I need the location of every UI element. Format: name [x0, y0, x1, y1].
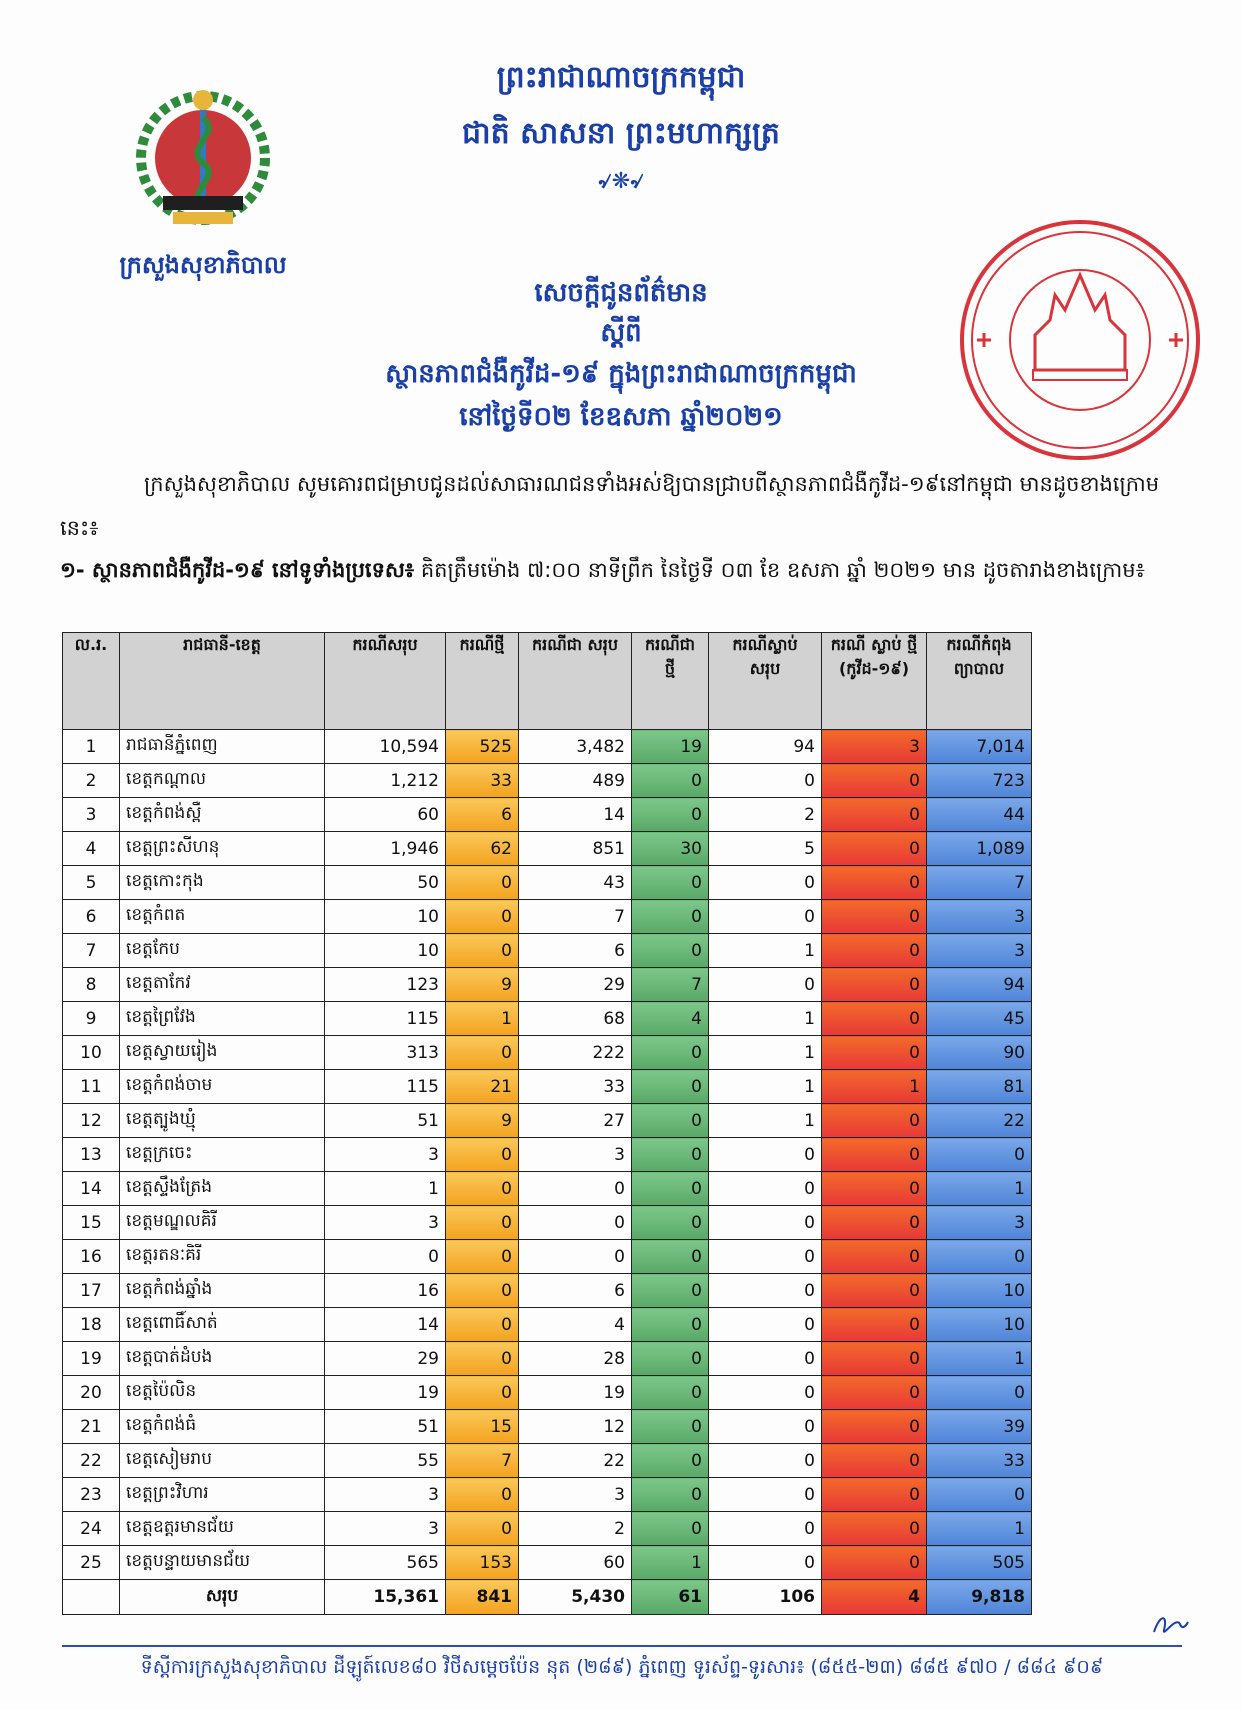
cell-deaths-new: 0 [822, 1036, 927, 1070]
cell-local-total: 4 [519, 1308, 632, 1342]
section-text: គិតត្រឹមម៉ោង ៧:០០ នាទីព្រឹក នៃថ្ងៃទី ០៣ ខែ ឧសភា ឆ្នាំ ២០២១ មាន ដូចតារាងខាងក្រោម៖ [414, 558, 1145, 582]
cell-deaths-total: 0 [709, 900, 822, 934]
cell-in-treatment: 9,818 [927, 1580, 1032, 1615]
cell-total: 1 [325, 1172, 446, 1206]
table-row [63, 1104, 1032, 1138]
cell-deaths-total: 0 [709, 1172, 822, 1206]
cell-deaths-new: 0 [822, 1444, 927, 1478]
cell-no: 16 [63, 1240, 120, 1274]
cell-new: 9 [446, 968, 519, 1002]
cell-province: ខេត្តមណ្ឌលគិរី [120, 1206, 325, 1240]
cell-deaths-new: 0 [822, 1478, 927, 1512]
cell-province: ខេត្តត្បូងឃ្មុំ [120, 1104, 325, 1138]
section-heading: ១- ស្ថានភាពជំងឺកូវីដ-១៩ នៅទូទាំងប្រទេស៖ [60, 558, 415, 582]
cell-no: 14 [63, 1172, 120, 1206]
cell-in-treatment: 0 [927, 1138, 1032, 1172]
cell-province: ខេត្តបន្ទាយមានជ័យ [120, 1546, 325, 1580]
notice-date: នៅថ្ងៃទី០២ ខែឧសភា ឆ្នាំ២០២១ [459, 402, 783, 432]
cell-no: 8 [63, 968, 120, 1002]
cell-deaths-new: 1 [822, 1070, 927, 1104]
table-body [63, 730, 1032, 1615]
table-row [63, 934, 1032, 968]
cell-total: 0 [325, 1240, 446, 1274]
cell-deaths-new: 0 [822, 832, 927, 866]
cell-total: 10 [325, 934, 446, 968]
cell-in-treatment: 39 [927, 1410, 1032, 1444]
cell-in-treatment: 3 [927, 1206, 1032, 1240]
cell-total: 50 [325, 866, 446, 900]
cell-no: 13 [63, 1138, 120, 1172]
cell-local-total: 3 [519, 1478, 632, 1512]
cell-total: 14 [325, 1308, 446, 1342]
signature-icon [1150, 1610, 1190, 1640]
cell-deaths-new: 4 [822, 1580, 927, 1615]
cell-province: ខេត្តកំពត [120, 900, 325, 934]
cell-local-new: 1 [632, 1546, 709, 1580]
cell-local-total: 851 [519, 832, 632, 866]
cell-in-treatment: 44 [927, 798, 1032, 832]
cell-in-treatment: 33 [927, 1444, 1032, 1478]
cell-in-treatment: 723 [927, 764, 1032, 798]
cell-in-treatment: 1,089 [927, 832, 1032, 866]
cell-new: 0 [446, 1172, 519, 1206]
cell-no: 23 [63, 1478, 120, 1512]
cell-deaths-new: 0 [822, 1172, 927, 1206]
cell-province: ខេត្តកណ្តាល [120, 764, 325, 798]
cell-province: ខេត្តស្វាយរៀង [120, 1036, 325, 1070]
cell-deaths-total: 0 [709, 1342, 822, 1376]
cell-local-new: 19 [632, 730, 709, 764]
cell-new: 153 [446, 1546, 519, 1580]
cell-local-total: 29 [519, 968, 632, 1002]
cell-deaths-total: 106 [709, 1580, 822, 1615]
cell-deaths-total: 1 [709, 1070, 822, 1104]
cell-local-new: 7 [632, 968, 709, 1002]
cell-new: 0 [446, 1240, 519, 1274]
col-total: ករណីសរុប [325, 633, 446, 730]
cell-total: 51 [325, 1104, 446, 1138]
cell-new: 0 [446, 1308, 519, 1342]
cell-in-treatment: 1 [927, 1172, 1032, 1206]
cell-new: 841 [446, 1580, 519, 1615]
cell-deaths-new: 0 [822, 866, 927, 900]
cell-local-new: 0 [632, 1342, 709, 1376]
cell-province: ខេត្តស្ទឹងត្រែង [120, 1172, 325, 1206]
cell-province: ខេត្តក្រចេះ [120, 1138, 325, 1172]
table-row [63, 1512, 1032, 1546]
cell-no: 2 [63, 764, 120, 798]
table-row [63, 900, 1032, 934]
cell-deaths-new: 0 [822, 1104, 927, 1138]
cell-local-new: 0 [632, 1070, 709, 1104]
cell-province: ខេត្តឧត្តរមានជ័យ [120, 1512, 325, 1546]
table-row [63, 1002, 1032, 1036]
cell-local-total: 489 [519, 764, 632, 798]
section-paragraph [60, 548, 1180, 592]
cell-no: 18 [63, 1308, 120, 1342]
cell-local-new: 0 [632, 1036, 709, 1070]
cell-deaths-total: 0 [709, 1274, 822, 1308]
cell-deaths-total: 1 [709, 1036, 822, 1070]
cell-new: 1 [446, 1002, 519, 1036]
cell-total: 3 [325, 1512, 446, 1546]
cell-total: 51 [325, 1410, 446, 1444]
cell-deaths-total: 1 [709, 1104, 822, 1138]
cell-new: 0 [446, 1206, 519, 1240]
total-row [63, 1580, 1032, 1615]
col-new: ករណីថ្មី [446, 633, 519, 730]
cell-in-treatment: 10 [927, 1274, 1032, 1308]
cell-local-total: 68 [519, 1002, 632, 1036]
table-row [63, 1410, 1032, 1444]
cell-province: ខេត្តបាត់ដំបង [120, 1342, 325, 1376]
table-row [63, 1308, 1032, 1342]
table-row [63, 968, 1032, 1002]
table-row [63, 1036, 1032, 1070]
cell-local-total: 19 [519, 1376, 632, 1410]
cell-in-treatment: 7 [927, 866, 1032, 900]
cell-total: 10 [325, 900, 446, 934]
table-row [63, 730, 1032, 764]
footer-divider [62, 1645, 1182, 1647]
cell-local-total: 222 [519, 1036, 632, 1070]
table-row [63, 764, 1032, 798]
cell-total: 1,212 [325, 764, 446, 798]
table-row [63, 1376, 1032, 1410]
cell-deaths-total: 1 [709, 934, 822, 968]
cell-in-treatment: 81 [927, 1070, 1032, 1104]
cell-local-new: 0 [632, 1512, 709, 1546]
cell-deaths-new: 0 [822, 1138, 927, 1172]
table-row [63, 1206, 1032, 1240]
cell-total: 16 [325, 1274, 446, 1308]
cell-deaths-total: 0 [709, 866, 822, 900]
cell-local-new: 0 [632, 900, 709, 934]
cell-local-total: 6 [519, 1274, 632, 1308]
cell-local-new: 0 [632, 934, 709, 968]
cell-deaths-total: 0 [709, 1512, 822, 1546]
cell-local-total: 12 [519, 1410, 632, 1444]
cell-deaths-new: 0 [822, 1206, 927, 1240]
cell-total: 123 [325, 968, 446, 1002]
cell-province: ខេត្តព្រះវិហារ [120, 1478, 325, 1512]
col-deaths-total: ករណីស្លាប់ សរុប [709, 633, 822, 730]
cell-total: 10,594 [325, 730, 446, 764]
covid-cases-table [62, 632, 1032, 1615]
cell-deaths-total: 0 [709, 1206, 822, 1240]
cell-deaths-new: 0 [822, 934, 927, 968]
cell-new: 0 [446, 1512, 519, 1546]
cell-deaths-new: 0 [822, 1546, 927, 1580]
cell-no: 3 [63, 798, 120, 832]
cell-in-treatment: 94 [927, 968, 1032, 1002]
cell-new: 525 [446, 730, 519, 764]
cell-deaths-total: 0 [709, 1444, 822, 1478]
cell-no: 15 [63, 1206, 120, 1240]
cell-local-new: 30 [632, 832, 709, 866]
cell-no: 17 [63, 1274, 120, 1308]
cell-total: 313 [325, 1036, 446, 1070]
cell-total: 115 [325, 1070, 446, 1104]
cell-no: 19 [63, 1342, 120, 1376]
cell-local-total: 7 [519, 900, 632, 934]
cell-new: 62 [446, 832, 519, 866]
cell-deaths-total: 94 [709, 730, 822, 764]
cell-new: 0 [446, 1478, 519, 1512]
cell-no: 20 [63, 1376, 120, 1410]
cell-local-new: 0 [632, 1376, 709, 1410]
cell-no [63, 1580, 120, 1615]
cell-total: 15,361 [325, 1580, 446, 1615]
cell-local-new: 0 [632, 1478, 709, 1512]
cell-in-treatment: 0 [927, 1376, 1032, 1410]
cell-total: 565 [325, 1546, 446, 1580]
col-province: រាជធានី-ខេត្ត [120, 633, 325, 730]
cell-local-new: 0 [632, 764, 709, 798]
cell-no: 1 [63, 730, 120, 764]
kingdom-title: ព្រះរាជាណាចក្រកម្ពុជា [496, 60, 746, 95]
cell-in-treatment: 1 [927, 1512, 1032, 1546]
cell-new: 0 [446, 1342, 519, 1376]
national-motto: ជាតិ សាសនា ព្រះមហាក្សត្រ [462, 116, 780, 151]
cell-local-new: 0 [632, 1274, 709, 1308]
cell-local-total: 5,430 [519, 1580, 632, 1615]
cell-deaths-total: 1 [709, 1002, 822, 1036]
table-row [63, 798, 1032, 832]
cell-no: 10 [63, 1036, 120, 1070]
table-row [63, 1478, 1032, 1512]
cell-in-treatment: 45 [927, 1002, 1032, 1036]
col-local-total: ករណីជា សរុប [519, 633, 632, 730]
cell-province: ខេត្តកំពង់ចាម [120, 1070, 325, 1104]
cell-province: ខេត្តព្រៃវែង [120, 1002, 325, 1036]
cell-local-total: 3 [519, 1138, 632, 1172]
cell-province: ខេត្តប៉ៃលិន [120, 1376, 325, 1410]
cell-deaths-new: 0 [822, 1274, 927, 1308]
cell-province: សរុប [120, 1580, 325, 1615]
cell-local-new: 4 [632, 1002, 709, 1036]
cell-province: ខេត្តកំពង់ធំ [120, 1410, 325, 1444]
cell-in-treatment: 0 [927, 1240, 1032, 1274]
table-row [63, 1138, 1032, 1172]
cell-deaths-total: 0 [709, 1138, 822, 1172]
cell-local-total: 43 [519, 866, 632, 900]
cell-in-treatment: 3 [927, 934, 1032, 968]
table-row [63, 1172, 1032, 1206]
cell-local-total: 60 [519, 1546, 632, 1580]
cell-deaths-total: 5 [709, 832, 822, 866]
cell-deaths-new: 0 [822, 968, 927, 1002]
cell-local-new: 0 [632, 1308, 709, 1342]
cell-new: 7 [446, 1444, 519, 1478]
notice-title: សេចក្តីជូនព័ត៌មាន [534, 278, 708, 308]
ministry-emblem-icon [118, 78, 288, 238]
cell-local-new: 61 [632, 1580, 709, 1615]
cell-local-total: 33 [519, 1070, 632, 1104]
cell-new: 0 [446, 934, 519, 968]
cell-province: ខេត្តកែប [120, 934, 325, 968]
cell-new: 0 [446, 1274, 519, 1308]
cell-total: 19 [325, 1376, 446, 1410]
cell-in-treatment: 1 [927, 1342, 1032, 1376]
table-row [63, 866, 1032, 900]
cell-total: 3 [325, 1478, 446, 1512]
cell-province: ខេត្តកោះកុង [120, 866, 325, 900]
cell-total: 3 [325, 1206, 446, 1240]
cell-deaths-new: 0 [822, 1308, 927, 1342]
cell-deaths-total: 0 [709, 1478, 822, 1512]
cell-deaths-new: 0 [822, 1240, 927, 1274]
cell-local-total: 22 [519, 1444, 632, 1478]
cell-province: រាជធានីភ្នំពេញ [120, 730, 325, 764]
cell-no: 7 [63, 934, 120, 968]
cell-no: 22 [63, 1444, 120, 1478]
cell-no: 6 [63, 900, 120, 934]
cell-no: 5 [63, 866, 120, 900]
cell-new: 0 [446, 900, 519, 934]
cell-province: ខេត្តសៀមរាប [120, 1444, 325, 1478]
table-row [63, 1546, 1032, 1580]
cell-total: 3 [325, 1138, 446, 1172]
table-header-row [63, 633, 1032, 730]
cell-local-total: 0 [519, 1240, 632, 1274]
table-row [63, 1342, 1032, 1376]
cell-total: 55 [325, 1444, 446, 1478]
cell-no: 11 [63, 1070, 120, 1104]
cell-local-new: 0 [632, 1206, 709, 1240]
cell-deaths-total: 0 [709, 1410, 822, 1444]
cell-deaths-total: 0 [709, 764, 822, 798]
ornament: ৵❋৵ [598, 169, 644, 194]
ministry-name: ក្រសួងសុខាភិបាល [119, 251, 287, 279]
col-local-new: ករណីជា ថ្មី [632, 633, 709, 730]
table-row [63, 1444, 1032, 1478]
cell-local-new: 0 [632, 798, 709, 832]
table-row [63, 1240, 1032, 1274]
cell-province: ខេត្តព្រះសីហនុ [120, 832, 325, 866]
cell-deaths-new: 0 [822, 764, 927, 798]
cell-new: 0 [446, 1138, 519, 1172]
notice-topic: ស្ថានភាពជំងឺកូវីដ-១៩ ក្នុងព្រះរាជាណាចក្រកម្ពុជា [385, 359, 857, 389]
cell-deaths-new: 0 [822, 1002, 927, 1036]
col-deaths-new: ករណី ស្លាប់ ថ្មី (កូវីដ-១៩) [822, 633, 927, 730]
cell-total: 1,946 [325, 832, 446, 866]
cell-in-treatment: 7,014 [927, 730, 1032, 764]
cell-in-treatment: 22 [927, 1104, 1032, 1138]
cell-no: 21 [63, 1410, 120, 1444]
cell-in-treatment: 0 [927, 1478, 1032, 1512]
cell-new: 21 [446, 1070, 519, 1104]
cell-province: ខេត្តកំពង់ស្ពឺ [120, 798, 325, 832]
cell-local-total: 2 [519, 1512, 632, 1546]
cell-no: 4 [63, 832, 120, 866]
cell-deaths-total: 0 [709, 1376, 822, 1410]
cell-deaths-new: 0 [822, 798, 927, 832]
cell-deaths-new: 0 [822, 1410, 927, 1444]
cell-new: 33 [446, 764, 519, 798]
cell-local-new: 0 [632, 866, 709, 900]
cell-local-total: 6 [519, 934, 632, 968]
cell-total: 60 [325, 798, 446, 832]
col-in-treatment: ករណីកំពុង ព្យាបាល [927, 633, 1032, 730]
cell-total: 115 [325, 1002, 446, 1036]
cell-province: ខេត្តកំពង់ឆ្នាំង [120, 1274, 325, 1308]
cell-in-treatment: 505 [927, 1546, 1032, 1580]
cell-deaths-total: 2 [709, 798, 822, 832]
col-no: ល.រ. [63, 633, 120, 730]
cell-province: ខេត្តពោធិ៍សាត់ [120, 1308, 325, 1342]
cell-local-new: 0 [632, 1138, 709, 1172]
cell-local-new: 0 [632, 1240, 709, 1274]
cell-local-total: 28 [519, 1342, 632, 1376]
cell-local-total: 14 [519, 798, 632, 832]
footer-address: ទីស្តីការក្រសួងសុខាភិបាល ដីឡូត៍លេខ៨០ វិថីសម្តេចប៉ែន នុត (២៨៩) ភ្នំពេញ ទូរស័ព្ទ-ទូរសារ៖ (៨៥៥-២៣) ៨៨៥ ៩៧០ / ៨៨៤ ៩០៩ [140, 1656, 1104, 1678]
cell-province: ខេត្តរតនៈគិរី [120, 1240, 325, 1274]
cell-deaths-new: 3 [822, 730, 927, 764]
cell-local-total: 27 [519, 1104, 632, 1138]
cell-deaths-total: 0 [709, 1240, 822, 1274]
cell-no: 25 [63, 1546, 120, 1580]
cell-total: 29 [325, 1342, 446, 1376]
intro-paragraph: ក្រសួងសុខាភិបាល សូមគោរពជម្រាបជូនដល់សាធារណជនទាំងអស់ឱ្យបានជ្រាបពីស្ថានភាពជំងឺកូវីដ-១៩នៅកម្ពុជា មានដូចខាងក្រោមនេះ៖ [60, 472, 1160, 540]
cell-new: 9 [446, 1104, 519, 1138]
cell-new: 0 [446, 1376, 519, 1410]
cell-local-new: 0 [632, 1444, 709, 1478]
cell-local-total: 0 [519, 1172, 632, 1206]
cell-no: 12 [63, 1104, 120, 1138]
cell-no: 9 [63, 1002, 120, 1036]
cell-new: 0 [446, 866, 519, 900]
cell-deaths-new: 0 [822, 1376, 927, 1410]
cell-new: 0 [446, 1036, 519, 1070]
cell-deaths-total: 0 [709, 1308, 822, 1342]
cell-in-treatment: 10 [927, 1308, 1032, 1342]
cell-in-treatment: 90 [927, 1036, 1032, 1070]
cell-deaths-new: 0 [822, 900, 927, 934]
cell-province: ខេត្តតាកែវ [120, 968, 325, 1002]
cell-local-new: 0 [632, 1104, 709, 1138]
cell-deaths-new: 0 [822, 1512, 927, 1546]
notice-subtitle: ស្តីពី [600, 318, 642, 348]
cell-in-treatment: 3 [927, 900, 1032, 934]
cell-new: 15 [446, 1410, 519, 1444]
cell-local-total: 0 [519, 1206, 632, 1240]
cell-local-new: 0 [632, 1410, 709, 1444]
cell-no: 24 [63, 1512, 120, 1546]
cell-local-total: 3,482 [519, 730, 632, 764]
table-row [63, 1070, 1032, 1104]
cell-deaths-new: 0 [822, 1342, 927, 1376]
cell-deaths-total: 0 [709, 1546, 822, 1580]
table-row [63, 832, 1032, 866]
cell-local-new: 0 [632, 1172, 709, 1206]
cell-deaths-total: 0 [709, 968, 822, 1002]
cell-new: 6 [446, 798, 519, 832]
table-row [63, 1274, 1032, 1308]
